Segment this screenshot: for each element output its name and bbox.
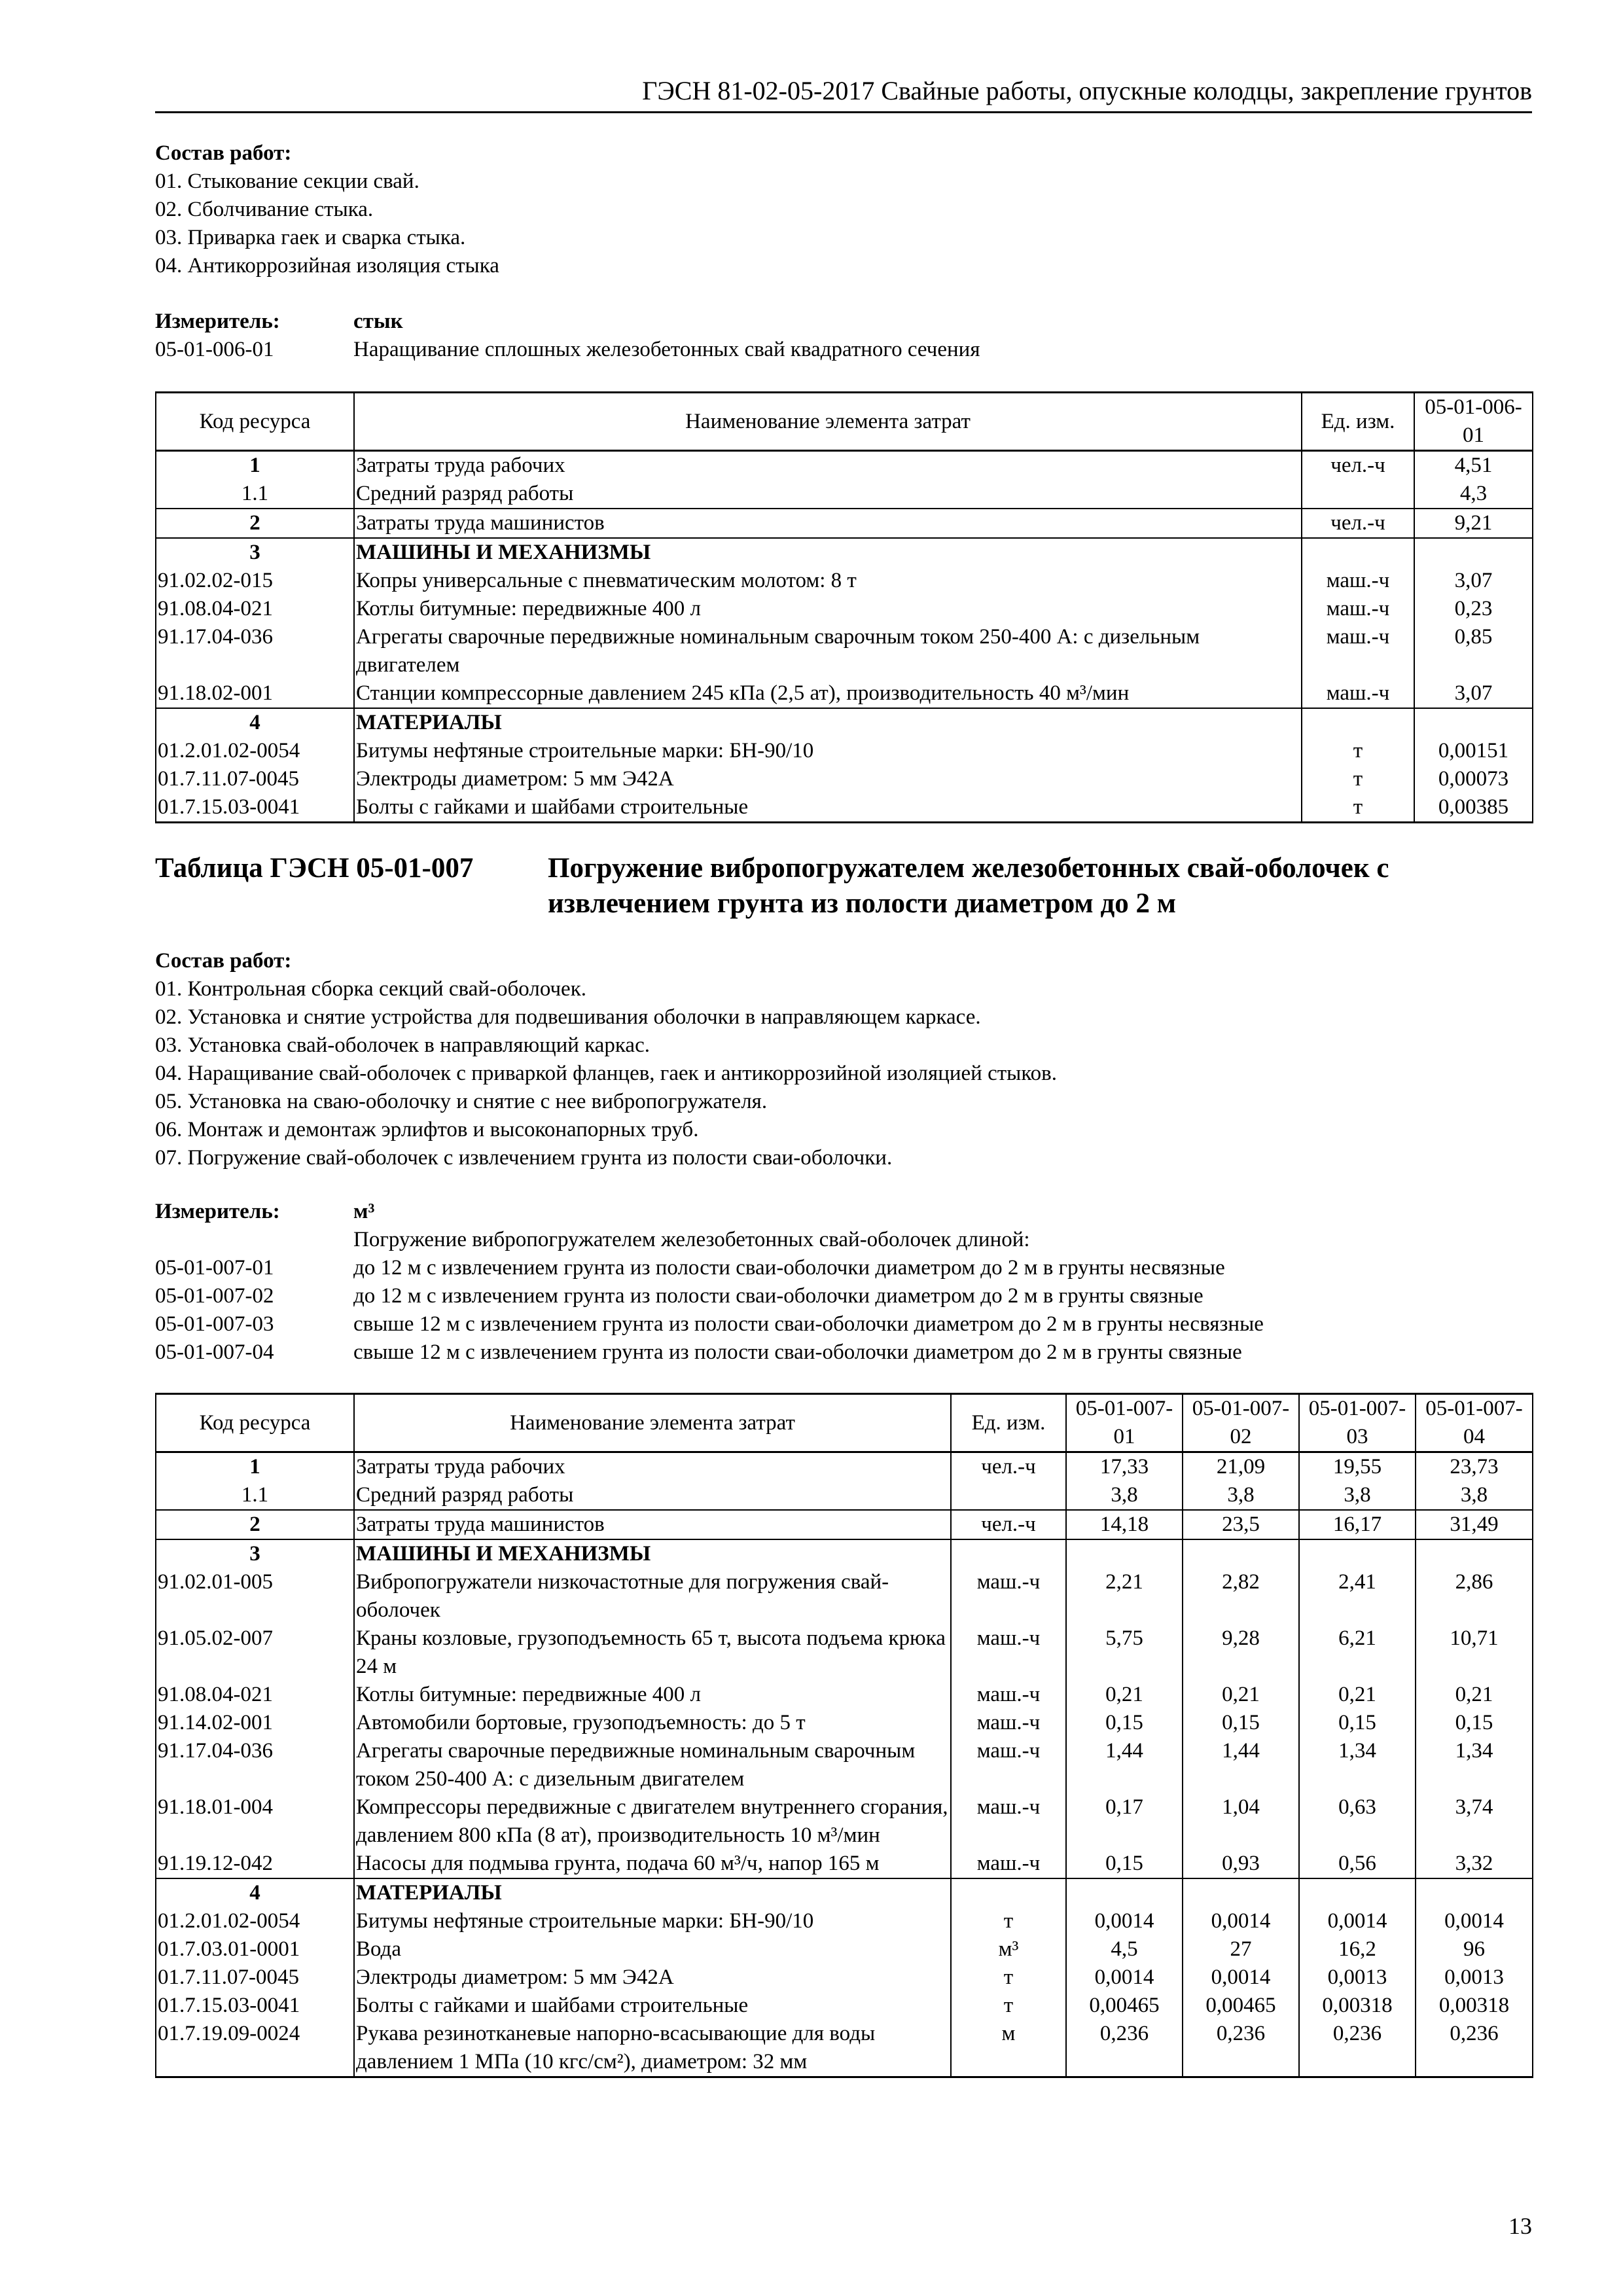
table-row [156, 1964, 1533, 1992]
norm-value [1183, 1539, 1299, 1568]
norm-value: 0,00151 [1414, 737, 1533, 765]
norm-text: до 12 м с извлечением грунта из полости сваи-оболочки диаметром до 2 м в грунты связные [353, 1284, 1204, 1308]
norm-value: 0,0013 [1416, 1964, 1533, 1992]
table-row [156, 1539, 1533, 1568]
norm-value [1066, 1878, 1183, 1907]
norm-value: 3,8 [1066, 1481, 1183, 1510]
norm-value: 21,09 [1183, 1452, 1299, 1482]
norm-value: 3,8 [1183, 1481, 1299, 1510]
norm-value: 0,0014 [1183, 1964, 1299, 1992]
norm-value [1414, 538, 1533, 567]
resource-table-1 [155, 391, 1533, 823]
norm-value: 0,15 [1066, 1850, 1183, 1878]
norm-value: 0,00073 [1414, 765, 1533, 793]
works-title: Состав работ: [155, 141, 292, 165]
resource-code: 3 [156, 1539, 354, 1568]
norm-value: 0,00385 [1414, 793, 1533, 823]
resource-code: 01.7.11.07-0045 [156, 1964, 354, 1992]
norm-value: 1,04 [1183, 1793, 1299, 1850]
work-item: 02. Сболчивание стыка. [155, 198, 374, 221]
resource-code: 91.17.04-036 [156, 1737, 354, 1793]
unit: маш.-ч [951, 1793, 1066, 1850]
norm-value: 0,0014 [1066, 1907, 1183, 1935]
table-header-row [156, 1394, 1533, 1452]
unit: чел.-ч [1302, 509, 1414, 538]
norm-value: 9,28 [1183, 1624, 1299, 1681]
work-item: 03. Установка свай-оболочек в направляющий каркас. [155, 1033, 650, 1057]
table-row [156, 1624, 1533, 1681]
column-header: Код ресурса [156, 1394, 354, 1452]
cost-element-name: Котлы битумные: передвижные 400 л [354, 595, 1302, 623]
norm-code: 05-01-007-01 [155, 1256, 274, 1280]
norm-text: до 12 м с извлечением грунта из полости сваи-оболочки диаметром до 2 м в грунты несвязные [353, 1256, 1225, 1280]
column-header: 05-01-007-04 [1416, 1394, 1533, 1452]
norm-value: 0,85 [1414, 623, 1533, 679]
norm-value: 2,86 [1416, 1568, 1533, 1624]
norm-value [1414, 708, 1533, 737]
unit: т [951, 1992, 1066, 2020]
cost-element-name: Затраты труда рабочих [354, 451, 1302, 480]
resource-code: 01.7.11.07-0045 [156, 765, 354, 793]
unit: т [1302, 793, 1414, 823]
running-header: ГЭСН 81-02-05-2017 Свайные работы, опускные колодцы, закрепление грунтов [642, 76, 1532, 105]
cost-element-name: Болты с гайками и шайбами строительные [354, 793, 1302, 823]
norm-value: 0,15 [1299, 1709, 1416, 1737]
norms-intro: Погружение вибропогружателем железобетонных свай-оболочек длиной: [353, 1228, 1030, 1251]
norm-value: 5,75 [1066, 1624, 1183, 1681]
table-row [156, 1793, 1533, 1850]
cost-element-name: МАШИНЫ И МЕХАНИЗМЫ [354, 538, 1302, 567]
norm-value: 4,5 [1066, 1935, 1183, 1964]
norm-value: 17,33 [1066, 1452, 1183, 1482]
measure-label: Измеритель: [155, 1200, 280, 1223]
resource-code: 1.1 [156, 480, 354, 509]
norm-value: 0,63 [1299, 1793, 1416, 1850]
cost-element-name: Затраты труда машинистов [354, 509, 1302, 538]
table-row [156, 1992, 1533, 2020]
unit: т [1302, 765, 1414, 793]
cost-element-name: Электроды диаметром: 5 мм Э42А [354, 1964, 951, 1992]
resource-code: 01.7.03.01-0001 [156, 1935, 354, 1964]
column-header: Ед. изм. [951, 1394, 1066, 1452]
unit [951, 1481, 1066, 1510]
work-item: 01. Стыкование секции свай. [155, 170, 419, 193]
column-header: 05-01-007-01 [1066, 1394, 1183, 1452]
table-row [156, 1681, 1533, 1709]
norm-value: 0,15 [1183, 1709, 1299, 1737]
resource-code: 2 [156, 509, 354, 538]
norm-text: Наращивание сплошных железобетонных свай квадратного сечения [353, 338, 980, 361]
cost-element-name: Вода [354, 1935, 951, 1964]
norm-value: 0,00465 [1183, 1992, 1299, 2020]
norm-code: 05-01-007-03 [155, 1312, 274, 1336]
unit: т [951, 1907, 1066, 1935]
cost-element-name: Агрегаты сварочные передвижные номинальным сварочным током 250-400 А: с дизельным двигателем [354, 623, 1302, 679]
table-row [156, 480, 1533, 509]
table-row [156, 793, 1533, 823]
table-row [156, 1907, 1533, 1935]
cost-element-name: Котлы битумные: передвижные 400 л [354, 1681, 951, 1709]
unit: чел.-ч [1302, 451, 1414, 480]
unit: т [951, 1964, 1066, 1992]
works-list-1 [155, 139, 499, 280]
unit: маш.-ч [951, 1850, 1066, 1878]
measure-unit: стык [353, 310, 403, 333]
work-item: 04. Наращивание свай-оболочек с приваркой фланцев, гаек и антикоррозийной изоляцией стыков. [155, 1062, 1058, 1085]
unit [951, 1539, 1066, 1568]
table-row [156, 1737, 1533, 1793]
resource-code: 91.08.04-021 [156, 1681, 354, 1709]
cost-element-name: МАШИНЫ И МЕХАНИЗМЫ [354, 1539, 951, 1568]
column-header: 05-01-006-01 [1414, 393, 1533, 451]
measure-label: Измеритель: [155, 310, 280, 333]
unit: маш.-ч [951, 1568, 1066, 1624]
norm-value: 0,0014 [1066, 1964, 1183, 1992]
norm-value: 2,82 [1183, 1568, 1299, 1624]
norm-value: 0,236 [1066, 2020, 1183, 2077]
column-header: 05-01-007-03 [1299, 1394, 1416, 1452]
norm-value: 0,0014 [1416, 1907, 1533, 1935]
unit: м [951, 2020, 1066, 2077]
norm-value [1299, 1878, 1416, 1907]
norm-value: 0,00318 [1416, 1992, 1533, 2020]
norm-value: 19,55 [1299, 1452, 1416, 1482]
table-row [156, 1878, 1533, 1907]
column-header: Код ресурса [156, 393, 354, 451]
table-row [156, 595, 1533, 623]
table-id: Таблица ГЭСН 05-01-007 [155, 853, 474, 884]
norm-value: 1,34 [1416, 1737, 1533, 1793]
norm-value [1183, 1878, 1299, 1907]
norm-value: 16,17 [1299, 1510, 1416, 1539]
cost-element-name: Вибропогружатели низкочастотные для погружения свай-оболочек [354, 1568, 951, 1624]
table-row [156, 1568, 1533, 1624]
resource-code: 01.7.15.03-0041 [156, 793, 354, 823]
cost-element-name: Средний разряд работы [354, 480, 1302, 509]
norm-value: 0,236 [1183, 2020, 1299, 2077]
resource-code: 91.18.02-001 [156, 679, 354, 708]
norm-value: 27 [1183, 1935, 1299, 1964]
norm-code: 05-01-006-01 [155, 338, 274, 361]
table-row [156, 451, 1533, 480]
norm-value [1066, 1539, 1183, 1568]
header-rule [155, 111, 1532, 113]
norm-value: 1,44 [1183, 1737, 1299, 1793]
norm-value [1299, 1539, 1416, 1568]
norm-text: свыше 12 м с извлечением грунта из полости сваи-оболочки диаметром до 2 м в грунты связные [353, 1340, 1242, 1364]
cost-element-name: МАТЕРИАЛЫ [354, 1878, 951, 1907]
unit: маш.-ч [951, 1737, 1066, 1793]
cost-element-name: Автомобили бортовые, грузоподъемность: до 5 т [354, 1709, 951, 1737]
resource-code: 3 [156, 538, 354, 567]
norm-value: 23,5 [1183, 1510, 1299, 1539]
norm-value: 0,0014 [1299, 1907, 1416, 1935]
table-row [156, 765, 1533, 793]
cost-element-name: Копры универсальные с пневматическим молотом: 8 т [354, 567, 1302, 595]
norm-value: 0,21 [1299, 1681, 1416, 1709]
cost-element-name: МАТЕРИАЛЫ [354, 708, 1302, 737]
resource-code: 91.02.01-005 [156, 1568, 354, 1624]
cost-element-name: Электроды диаметром: 5 мм Э42А [354, 765, 1302, 793]
norm-value: 4,3 [1414, 480, 1533, 509]
norm-value: 23,73 [1416, 1452, 1533, 1482]
cost-element-name: Рукава резинотканевые напорно-всасывающие для воды давлением 1 МПа (10 кгс/см²), диаметром: 32 мм [354, 2020, 951, 2077]
resource-code: 1 [156, 1452, 354, 1482]
resource-code: 91.17.04-036 [156, 623, 354, 679]
table-row [156, 679, 1533, 708]
unit: маш.-ч [1302, 595, 1414, 623]
norm-value [1416, 1878, 1533, 1907]
norm-value: 14,18 [1066, 1510, 1183, 1539]
works-title: Состав работ: [155, 949, 292, 973]
norm-value: 0,21 [1416, 1681, 1533, 1709]
unit: маш.-ч [1302, 623, 1414, 679]
table-row [156, 737, 1533, 765]
table-row [156, 1850, 1533, 1878]
norm-value: 0,21 [1183, 1681, 1299, 1709]
table-row [156, 1510, 1533, 1539]
cost-element-name: Насосы для подмыва грунта, подача 60 м³/ч, напор 165 м [354, 1850, 951, 1878]
norm-code: 05-01-007-04 [155, 1340, 274, 1364]
cost-element-name: Затраты труда рабочих [354, 1452, 951, 1482]
norm-value: 0,236 [1416, 2020, 1533, 2077]
table-row [156, 567, 1533, 595]
unit: маш.-ч [1302, 679, 1414, 708]
norm-value: 0,56 [1299, 1850, 1416, 1878]
norm-value: 3,07 [1414, 679, 1533, 708]
norm-value: 0,0014 [1183, 1907, 1299, 1935]
table-title: Погружение вибропогружателем железобетонных свай-оболочек с извлечением грунта из полости диаметром до 2 м [548, 853, 1389, 919]
resource-code: 01.7.15.03-0041 [156, 1992, 354, 2020]
norm-value: 0,00465 [1066, 1992, 1183, 2020]
cost-element-name: Затраты труда машинистов [354, 1510, 951, 1539]
resource-code: 91.02.02-015 [156, 567, 354, 595]
unit [1302, 708, 1414, 737]
cost-element-name: Средний разряд работы [354, 1481, 951, 1510]
cost-element-name: Болты с гайками и шайбами строительные [354, 1992, 951, 2020]
norm-value: 1,44 [1066, 1737, 1183, 1793]
resource-code: 01.2.01.02-0054 [156, 737, 354, 765]
work-item: 06. Монтаж и демонтаж эрлифтов и высоконапорных труб. [155, 1118, 699, 1141]
norm-value: 3,07 [1414, 567, 1533, 595]
norm-value: 6,21 [1299, 1624, 1416, 1681]
page-number: 13 [1508, 2213, 1532, 2239]
resource-code: 91.14.02-001 [156, 1709, 354, 1737]
table-row [156, 1481, 1533, 1510]
norm-value: 0,15 [1066, 1709, 1183, 1737]
column-header: Наименование элемента затрат [354, 393, 1302, 451]
table-row [156, 509, 1533, 538]
resource-table-2 [155, 1393, 1533, 2078]
work-item: 05. Установка на сваю-оболочку и снятие с нее вибропогружателя. [155, 1090, 768, 1113]
table-row [156, 623, 1533, 679]
norm-value: 0,15 [1416, 1709, 1533, 1737]
norm-value: 2,41 [1299, 1568, 1416, 1624]
unit [1302, 480, 1414, 509]
resource-code: 4 [156, 1878, 354, 1907]
work-item: 07. Погружение свай-оболочек с извлечением грунта из полости сваи-оболочки. [155, 1146, 893, 1170]
norm-value: 3,74 [1416, 1793, 1533, 1850]
cost-element-name: Краны козловые, грузоподъемность 65 т, высота подъема крюка 24 м [354, 1624, 951, 1681]
norm-value: 0,17 [1066, 1793, 1183, 1850]
work-item: 04. Антикоррозийная изоляция стыка [155, 254, 499, 278]
resource-code: 1 [156, 451, 354, 480]
unit: чел.-ч [951, 1452, 1066, 1482]
measure-unit: м³ [353, 1200, 375, 1223]
cost-element-name: Битумы нефтяные строительные марки: БН-90/10 [354, 1907, 951, 1935]
column-header: Ед. изм. [1302, 393, 1414, 451]
norm-value: 3,8 [1299, 1481, 1416, 1510]
unit: маш.-ч [951, 1681, 1066, 1709]
column-header: 05-01-007-02 [1183, 1394, 1299, 1452]
norm-value: 0,93 [1183, 1850, 1299, 1878]
unit: маш.-ч [951, 1709, 1066, 1737]
norm-value: 2,21 [1066, 1568, 1183, 1624]
norm-value: 4,51 [1414, 451, 1533, 480]
table-header-row [156, 393, 1533, 451]
work-item: 03. Приварка гаек и сварка стыка. [155, 226, 466, 249]
table-row [156, 2020, 1533, 2077]
table-row [156, 1709, 1533, 1737]
work-item: 02. Установка и снятие устройства для подвешивания оболочки в направляющем каркасе. [155, 1005, 981, 1029]
resource-code: 1.1 [156, 1481, 354, 1510]
column-header: Наименование элемента затрат [354, 1394, 951, 1452]
unit: чел.-ч [951, 1510, 1066, 1539]
resource-code: 91.19.12-042 [156, 1850, 354, 1878]
unit: м³ [951, 1935, 1066, 1964]
resource-code: 2 [156, 1510, 354, 1539]
norm-value: 1,34 [1299, 1737, 1416, 1793]
norm-value: 10,71 [1416, 1624, 1533, 1681]
norm-code: 05-01-007-02 [155, 1284, 274, 1308]
norm-value: 0,0013 [1299, 1964, 1416, 1992]
unit: т [1302, 737, 1414, 765]
works-list-2 [155, 947, 1057, 1172]
norm-value: 0,00318 [1299, 1992, 1416, 2020]
resource-code: 01.7.19.09-0024 [156, 2020, 354, 2077]
cost-element-name: Агрегаты сварочные передвижные номинальным сварочным током 250-400 А: с дизельным двигателем [354, 1737, 951, 1793]
norm-value: 31,49 [1416, 1510, 1533, 1539]
norm-value: 3,8 [1416, 1481, 1533, 1510]
cost-element-name: Битумы нефтяные строительные марки: БН-90/10 [354, 737, 1302, 765]
work-item: 01. Контрольная сборка секций свай-оболочек. [155, 977, 586, 1001]
norm-value: 9,21 [1414, 509, 1533, 538]
norm-value: 3,32 [1416, 1850, 1533, 1878]
resource-code: 4 [156, 708, 354, 737]
table-row [156, 1452, 1533, 1482]
cost-element-name: Компрессоры передвижные с двигателем внутреннего сгорания, давлением 800 кПа (8 ат), производительность 10 м³/мин [354, 1793, 951, 1850]
resource-code: 01.2.01.02-0054 [156, 1907, 354, 1935]
norm-value [1416, 1539, 1533, 1568]
table-row [156, 538, 1533, 567]
table-row [156, 1935, 1533, 1964]
table-row [156, 708, 1533, 737]
norm-value: 96 [1416, 1935, 1533, 1964]
unit: маш.-ч [1302, 567, 1414, 595]
unit [1302, 538, 1414, 567]
resource-code: 91.18.01-004 [156, 1793, 354, 1850]
norm-value: 0,23 [1414, 595, 1533, 623]
norm-value: 0,21 [1066, 1681, 1183, 1709]
cost-element-name: Станции компрессорные давлением 245 кПа (2,5 ат), производительность 40 м³/мин [354, 679, 1302, 708]
unit [951, 1878, 1066, 1907]
resource-code: 91.05.02-007 [156, 1624, 354, 1681]
norm-value: 0,236 [1299, 2020, 1416, 2077]
unit: маш.-ч [951, 1624, 1066, 1681]
resource-code: 91.08.04-021 [156, 595, 354, 623]
norm-value: 16,2 [1299, 1935, 1416, 1964]
norm-text: свыше 12 м с извлечением грунта из полости сваи-оболочки диаметром до 2 м в грунты несвязные [353, 1312, 1264, 1336]
